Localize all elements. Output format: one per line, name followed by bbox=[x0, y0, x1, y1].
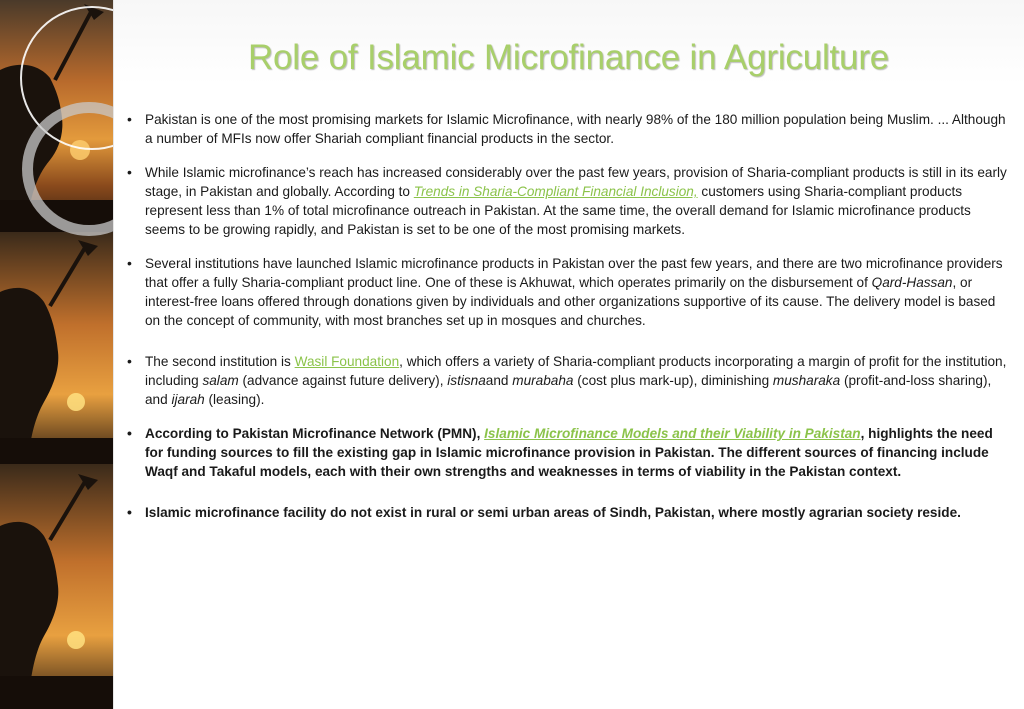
trends-report-link[interactable]: Trends in Sharia-Compliant Financial Inclusion, bbox=[413, 184, 698, 199]
farmer-silhouette-image bbox=[0, 0, 113, 232]
bullet-item: • According to Pakistan Microfinance Network (PMN), Islamic Microfinance Models and their Viability in Pakistan, highlights the need for funding sources to fill the existing gap in Islamic microfinance provision in Pakistan. The different sources of financing include Waqf and Takaful models, each with their own strengths and weaknesses in terms of viability in the Pakistan context. bbox=[127, 424, 1012, 481]
bullet-list bbox=[127, 110, 1012, 537]
photo-strip bbox=[0, 0, 113, 709]
bullet-item: • Islamic microfinance facility do not exist in rural or semi urban areas of Sindh, Pakistan, where mostly agrarian society reside. bbox=[127, 503, 1012, 522]
bullet-item: • Several institutions have launched Islamic microfinance products in Pakistan over the past few years, and there are two microfinance providers that offer a fully Sharia-compliant product line. One of these is Akhuwat, which operates primarily on the disbursement of Qard-Hassan, or interest-free loans offered through donations given by individuals and other organizations supportive of its cause. The delivery model is based on the concept of community, with most branches set up in mosques and churches. bbox=[127, 254, 1012, 330]
pmn-report-link[interactable]: Islamic Microfinance Models and their Viability in Pakistan bbox=[484, 426, 861, 441]
bullet-item: • Pakistan is one of the most promising markets for Islamic Microfinance, with nearly 98% of the 180 million population being Muslim. ... Although a number of MFIs now offer Shariah compliant financial products in the sector. bbox=[127, 110, 1012, 148]
wasil-foundation-link[interactable]: Wasil Foundation bbox=[294, 354, 400, 369]
farmer-silhouette-image bbox=[0, 464, 113, 709]
bullet-item: • While Islamic microfinance’s reach has increased considerably over the past few years, provision of Sharia-compliant products is still in its early stage, in Pakistan and globally. According to Trends in Sharia-Compliant Financial Inclusion, customers using Sharia-compliant products represent less than 1% of total microfinance outreach in Pakistan. At the same time, the overall demand for Islamic microfinance products seems to be growing rapidly, and Pakistan is set to be one of the most promising markets. bbox=[127, 163, 1012, 239]
slide-title: Role of Islamic Microfinance in Agriculture bbox=[247, 38, 890, 77]
farmer-silhouette-image bbox=[0, 232, 113, 464]
bullet-item: • The second institution is Wasil Foundation, which offers a variety of Sharia-compliant products incorporating a margin of profit for the institution, including salam (advance against future delivery), istisnaand murabaha (cost plus mark-up), diminishing musharaka (profit-and-loss sharing), and ijarah (leasing). bbox=[127, 352, 1012, 409]
